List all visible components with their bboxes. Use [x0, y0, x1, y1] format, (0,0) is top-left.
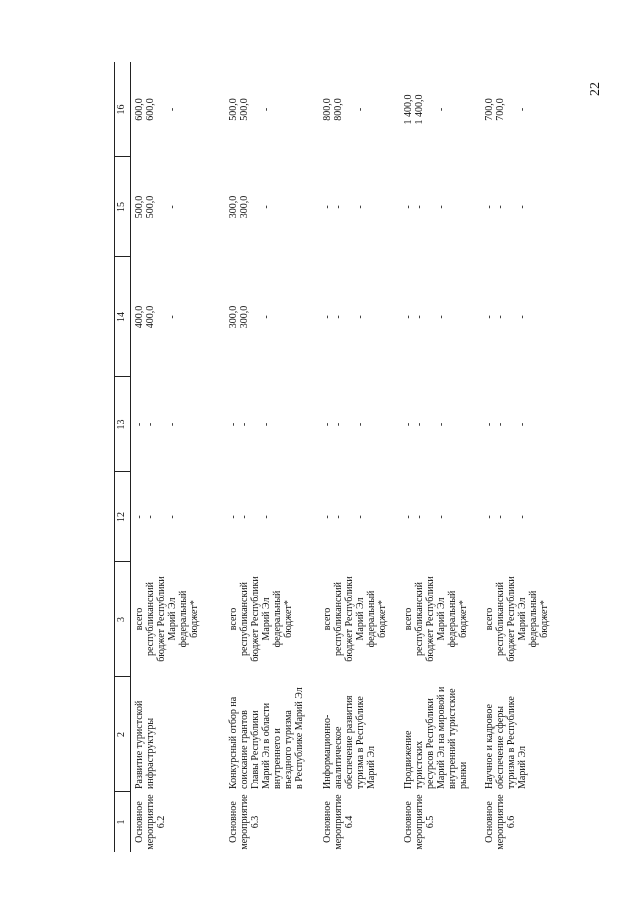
cell-12: - - - [484, 515, 528, 519]
header-col-15: 15 [116, 202, 127, 212]
cell-12: - - - [228, 515, 272, 519]
cell-16: 1 400,0 1 400,0 - [403, 94, 447, 125]
table-row [228, 62, 320, 852]
header-col-1: 1 [116, 819, 127, 825]
cell-14: - - - [322, 315, 366, 319]
cell-13: - - - [403, 422, 447, 427]
cell-activity: Основное мероприятие 6.5 [403, 794, 436, 850]
cell-13: - - - [228, 422, 272, 427]
header-col-13: 13 [116, 419, 127, 430]
cell-16: 700,0 700,0 - [484, 98, 528, 121]
cell-16: 600,0 600,0 - [134, 98, 178, 121]
cell-activity: Основное мероприятие 6.2 [134, 794, 167, 850]
cell-12: - - - [403, 515, 447, 519]
cell-activity: Основное мероприятие 6.6 [484, 794, 517, 850]
cell-16: 500,0 500,0 - [228, 98, 272, 121]
cell-source: всего республиканский бюджет Республики Марий Эл федеральный бюджет* [403, 576, 469, 662]
cell-14: 300,0 300,0 - [228, 305, 272, 329]
cell-14: - - - [484, 315, 528, 319]
header-col-14: 14 [116, 312, 127, 322]
cell-15: 500,0 500,0 - [134, 195, 178, 219]
cell-description: Конкурсный отбор на соискание грантов Главы Республики Марий Эл в области внутреннего и въездного туризма в Республике Марий Эл [228, 687, 305, 789]
cell-15: 300,0 300,0 - [228, 195, 272, 219]
table-header [114, 62, 131, 852]
cell-15: - - - [322, 205, 366, 209]
cell-description: Информационно- аналитическое обеспечение развития туризма в Республике Марий Эл [322, 695, 377, 789]
cell-14: - - - [403, 315, 447, 319]
cell-activity: Основное мероприятие 6.4 [322, 794, 355, 850]
header-col-2: 2 [116, 732, 127, 737]
cell-13: - - - [134, 422, 178, 427]
cell-15: - - - [484, 205, 528, 209]
cell-16: 800,0 800,0 - [322, 98, 366, 121]
cell-12: - - - [134, 515, 178, 519]
cell-source: всего республиканский бюджет Республики Марий Эл федеральный бюджет* [134, 576, 200, 662]
table-row [403, 62, 493, 852]
cell-description: Продвижение туристских ресурсов Республики Марий Эл на мировой и внутренний туристские рынки [403, 686, 469, 789]
cell-source: всего республиканский бюджет Республики Марий Эл федеральный бюджет* [228, 576, 294, 662]
cell-14: 400,0 400,0 - [134, 305, 178, 329]
cell-description: Развитие туристской инфраструктуры [134, 700, 156, 789]
cell-12: - - - [322, 515, 366, 519]
header-col-3: 3 [116, 617, 127, 622]
table-row [484, 62, 574, 852]
cell-source: всего республиканский бюджет Республики Марий Эл федеральный бюджет* [484, 576, 550, 662]
cell-13: - - - [322, 422, 366, 427]
cell-15: - - - [403, 205, 447, 209]
cell-description: Научное и кадровое обеспечение сферы туризма в Республике Марий Эл [484, 696, 528, 789]
header-col-16: 16 [116, 104, 127, 115]
header-col-12: 12 [116, 512, 127, 522]
table-row [134, 62, 226, 852]
budget-table [114, 62, 634, 852]
cell-source: всего республиканский бюджет Республики Марий Эл федеральный бюджет* [322, 576, 388, 662]
cell-13: - - - [484, 422, 528, 427]
page-number: 22 [588, 82, 603, 96]
cell-activity: Основное мероприятие 6.3 [228, 794, 261, 850]
table-row [322, 62, 402, 852]
